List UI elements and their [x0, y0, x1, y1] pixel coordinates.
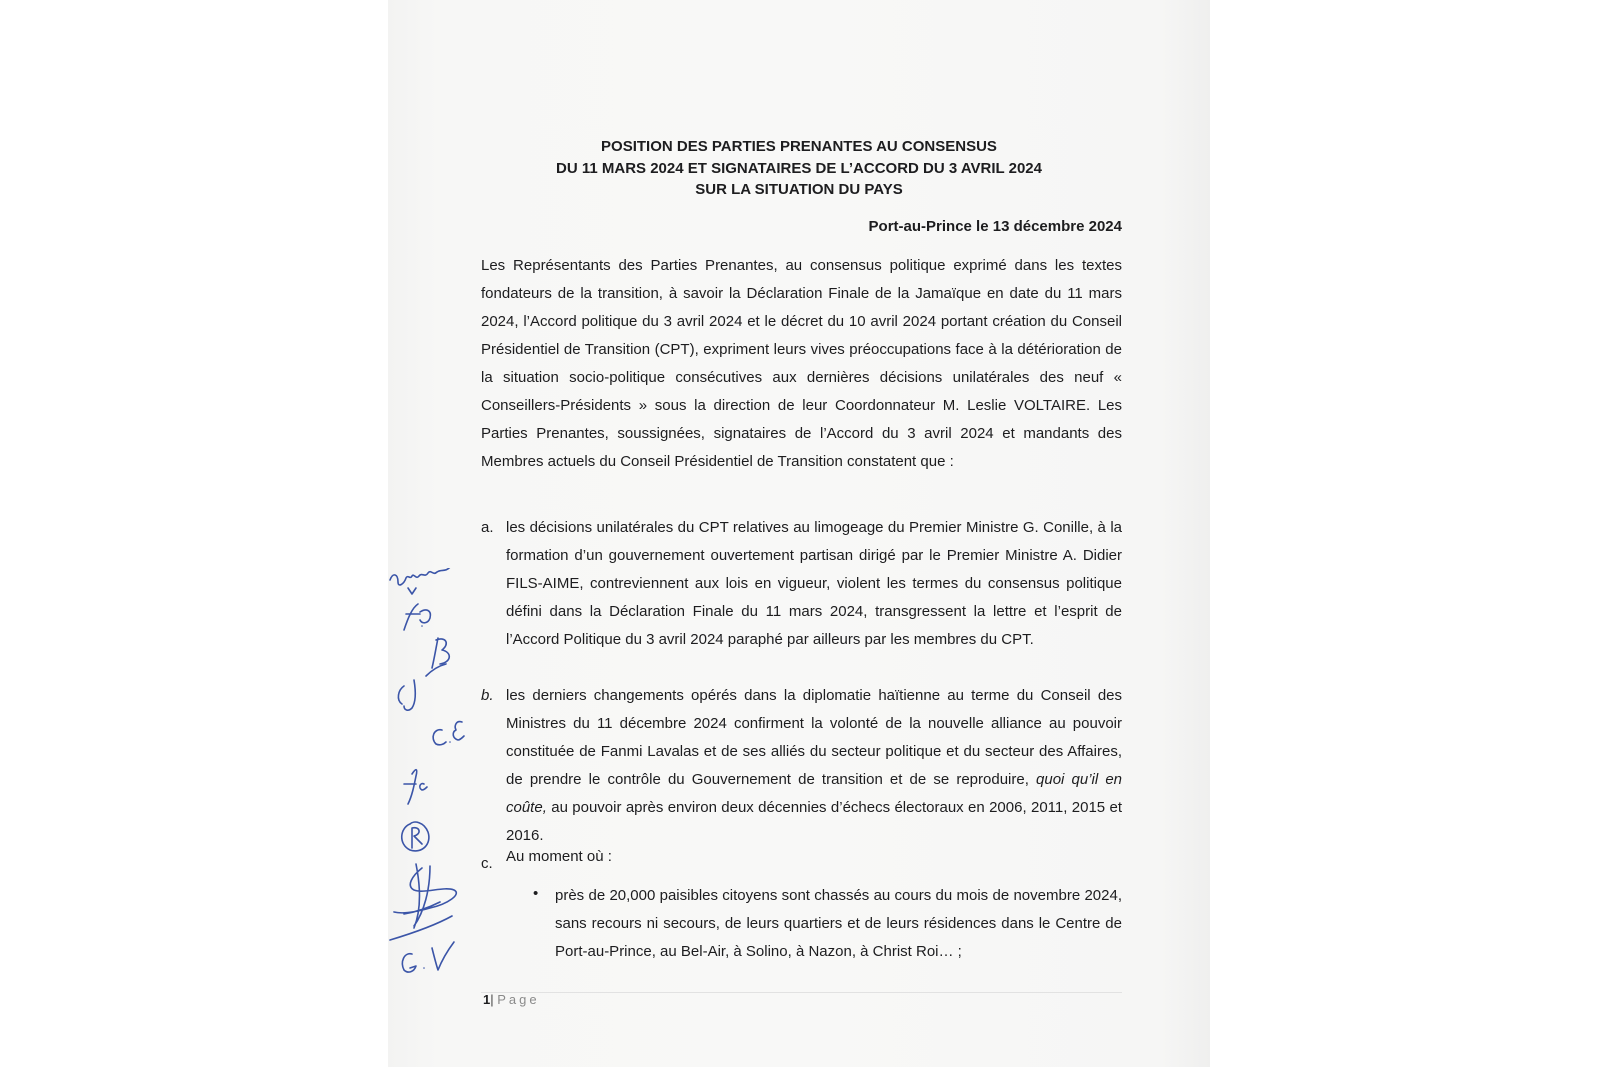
initial-gv: [402, 942, 454, 972]
initial-circled-r: [402, 822, 429, 851]
title-line-2: DU 11 MARS 2024 ET SIGNATAIRES DE L’ACCORD DU 3 AVRIL 2024: [556, 159, 1042, 177]
title-line-1: POSITION DES PARTIES PRENANTES AU CONSENSUS: [601, 138, 997, 155]
handwritten-initials: [386, 568, 496, 988]
initial-ce: [433, 722, 464, 745]
item-b-italic-phrase: quoi qu’il en coûte,: [506, 771, 1123, 816]
item-a-marker: a.: [481, 519, 494, 536]
item-c-marker: c.: [481, 855, 493, 872]
title-line-3: SUR LA SITUATION DU PAYS: [695, 181, 903, 198]
item-b-marker: b.: [481, 687, 494, 704]
item-c-text: Au moment où :: [506, 848, 612, 865]
page-number: 1: [483, 992, 491, 1007]
footer-divider: [481, 992, 1122, 993]
item-b-text: [506, 682, 1122, 850]
initial-cj: [398, 680, 415, 710]
intro-paragraph: Les Représentants des Parties Prenantes, au consensus politique exprimé dans les textes fondateurs de la transition, à savoir la Déclaration Finale de la Jamaïque en date du 11 mars 2024, l’Accord politique du 3 avril 2024 et le décret du 10 avril 2024 portant création du Conseil Présidentiel de Transition (CPT), expriment leurs vives préoccupations face à la détérioration de la situation socio-politique consécutives aux dernières décisions unilatérales des neuf « Conseillers-Présidents » sous la direction de leur Coordonnateur M. Leslie VOLTAIRE. Les Parties Prenantes, soussignées, signataires de l’Accord du 3 avril 2024 et mandants des Membres actuels du Conseil Présidentiel de Transition constatent que :: [481, 257, 1122, 470]
initial-ap: [404, 604, 430, 630]
initial-b: [426, 638, 449, 676]
item-a-text: les décisions unilatérales du CPT relatives au limogeage du Premier Ministre G. Conille, à la formation d’un gouvernement ouvertement partisan dirigé par le Premier Ministre A. Didier FILS-AIME, contreviennent aux lois en vigueur, violent les termes du consensus politique défini dans la Déclaration Finale du 11 mars 2024, transgressent la lettre et l’esprit de l’Accord Politique du 3 avril 2024 paraphé par ailleurs par les membres du CPT.: [506, 519, 1122, 648]
document-title: [468, 136, 1130, 201]
bullet-dot: •: [533, 885, 539, 902]
initial-large-signature: [390, 864, 456, 940]
initial-scribble-1: [390, 568, 459, 585]
bullet-item-1: près de 20,000 paisibles citoyens sont chassés au cours du mois de novembre 2024, sans recours ni secours, de leurs quartiers et de leurs résidences dans le Centre de Port-au-Prince, au Bel-Air, à Solino, à Nazon, à Christ Roi… ;: [555, 887, 1122, 960]
footer-page-label: Page: [497, 992, 540, 1007]
initial-fc: [404, 770, 427, 804]
document-date: Port-au-Prince le 13 décembre 2024: [868, 218, 1122, 235]
item-b-text-start: les derniers changements opérés dans la diplomatie haïtienne au terme du Conseil des Ministres du 11 décembre 2024 confirment la volonté de la nouvelle alliance au pouvoir constituée de Fanmi Lavalas et de ses alliés du secteur politique et du secteur des Affaires, de prendre le contrôle du Gouvernement de transition et de se reproduire,: [506, 687, 1122, 788]
footer-separator: |: [490, 992, 494, 1007]
item-b-text-end: au pouvoir après environ deux décennies d’échecs électoraux en 2006, 2011, 2015 et 2016.: [506, 799, 1122, 844]
page-footer: [483, 992, 540, 1007]
